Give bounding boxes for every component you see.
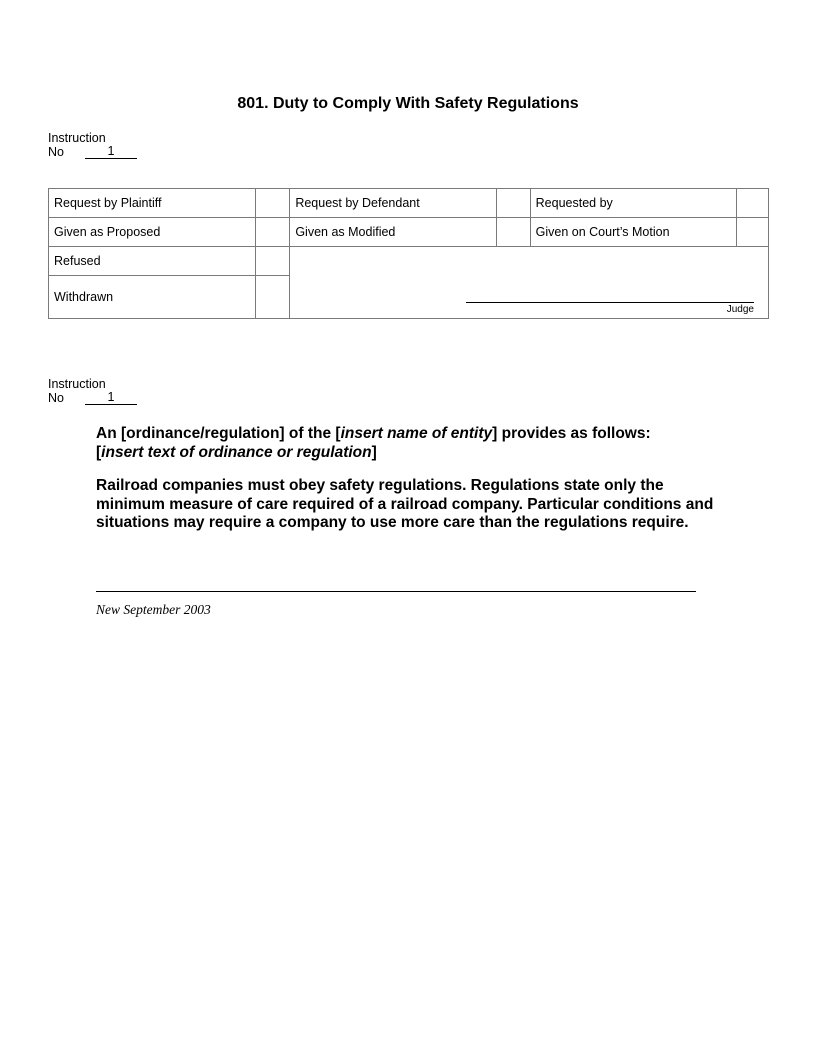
ordinance-text-part: ] provides as follows: (492, 425, 651, 442)
revision-note: New September 2003 (96, 602, 211, 617)
given-on-courts-motion-checkbox[interactable] (736, 218, 768, 247)
given-as-modified-label: Given as Modified (290, 218, 496, 247)
no-label: No (48, 145, 64, 159)
requested-by-checkbox[interactable] (736, 189, 768, 218)
request-by-plaintiff-label: Request by Plaintiff (49, 189, 256, 218)
instruction-number: 1 (85, 391, 137, 405)
ordinance-text-part: ] (371, 443, 377, 461)
instruction-number-block-1 (48, 131, 137, 159)
request-by-plaintiff-checkbox[interactable] (256, 189, 290, 218)
judge-signature-cell (290, 247, 769, 319)
given-as-modified-checkbox[interactable] (496, 218, 530, 247)
refused-checkbox[interactable] (256, 247, 290, 276)
regulation-text-placeholder: insert text of ordinance or regulation (101, 443, 372, 461)
instruction-number: 1 (85, 145, 137, 159)
given-as-proposed-label: Given as Proposed (49, 218, 256, 247)
requested-by-label: Requested by (530, 189, 736, 218)
ordinance-text-part: An [ordinance/regulation] of the [ (96, 425, 341, 442)
entity-placeholder: insert name of entity (340, 425, 493, 442)
refused-label: Refused (49, 247, 256, 276)
ordinance-paragraph (96, 425, 716, 462)
request-table (48, 188, 769, 319)
ordinance-text-part: [ (96, 443, 102, 461)
instruction-label: Instruction (48, 131, 106, 145)
no-label: No (48, 391, 64, 405)
given-on-courts-motion-label: Given on Court’s Motion (530, 218, 736, 247)
judge-signature-line[interactable] (466, 302, 754, 303)
divider (96, 591, 696, 592)
request-by-defendant-label: Request by Defendant (290, 189, 496, 218)
request-by-defendant-checkbox[interactable] (496, 189, 530, 218)
judge-label: Judge (726, 304, 754, 315)
page-title: 801. Duty to Comply With Safety Regulations (237, 95, 579, 112)
withdrawn-checkbox[interactable] (256, 276, 290, 319)
instruction-label: Instruction (48, 377, 106, 391)
withdrawn-label: Withdrawn (49, 276, 256, 319)
given-as-proposed-checkbox[interactable] (256, 218, 290, 247)
instruction-body-paragraph: Railroad companies must obey safety regulations. Regulations state only the minimum measure of care required of a railroad company. Particular conditions and situations may require a company to use more care than the regulations require. (96, 477, 714, 531)
instruction-number-block-2 (48, 377, 137, 405)
